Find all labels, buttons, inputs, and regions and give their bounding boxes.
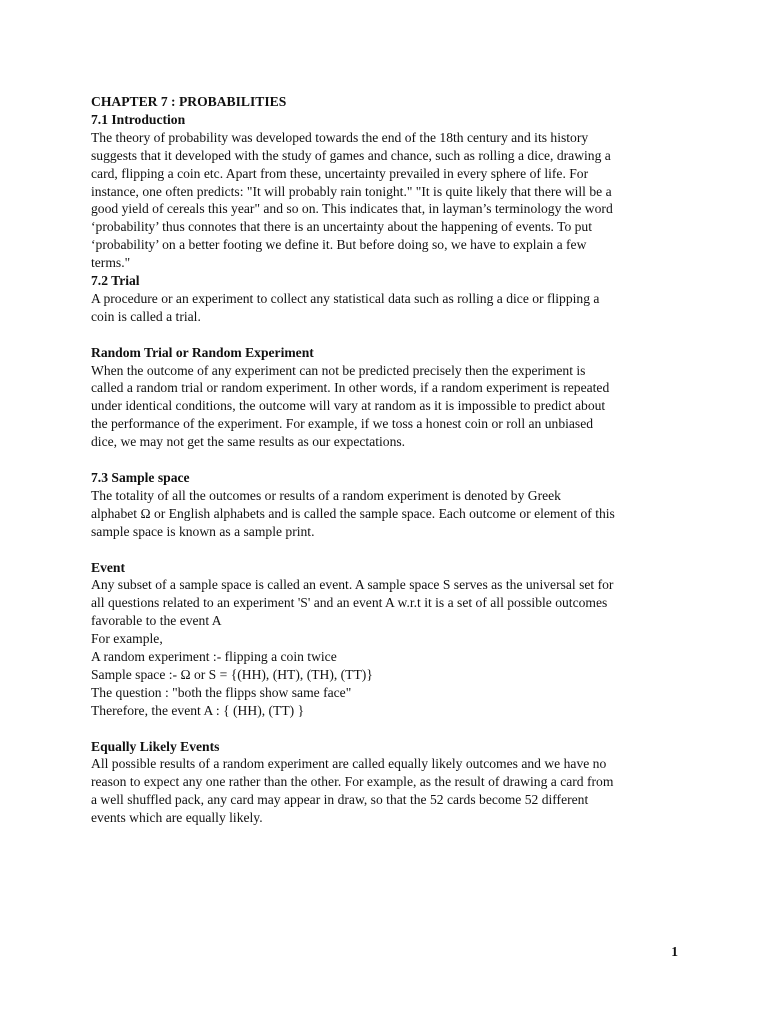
text-line: events which are equally likely. xyxy=(91,810,263,826)
paragraph-equally-likely xyxy=(91,755,681,827)
text-line: For example, xyxy=(91,631,163,647)
paragraph-event xyxy=(91,576,681,719)
section-heading-equally-likely: Equally Likely Events xyxy=(91,738,220,754)
text-line: a well shuffled pack, any card may appear in draw, so that the 52 cards become 52 different xyxy=(91,792,589,808)
section-heading-sample-space: 7.3 Sample space xyxy=(91,470,190,485)
document-page xyxy=(91,93,681,827)
text-line: all questions related to an experiment 'S' and an event A w.r.t it is a set of all possible outcomes xyxy=(91,595,608,611)
text-line: instance, one often predicts: "It will probably rain tonight." "It is quite likely that there will be a xyxy=(91,183,612,199)
text-line: terms." xyxy=(91,255,131,271)
spacer xyxy=(91,541,681,559)
section-heading-introduction: 7.1 Introduction xyxy=(91,111,186,127)
text-line: A random experiment :- flipping a coin twice xyxy=(91,649,337,665)
text-line: When the outcome of any experiment can not be predicted precisely then the experiment is xyxy=(91,362,586,378)
text-line: good yield of cereals this year" and so on. This indicates that, in layman’s terminology the word xyxy=(91,201,613,217)
text-line: card, flipping a coin etc. Apart from these, uncertainty prevailed in every sphere of life. For xyxy=(91,165,589,181)
text-line: alphabet Ω or English alphabets and is called the sample space. Each outcome or element of this xyxy=(91,505,615,521)
paragraph-introduction xyxy=(91,129,681,272)
text-line: The question : "both the flipps show same face" xyxy=(91,684,352,700)
text-line: under identical conditions, the outcome will vary at random as it is impossible to predict about xyxy=(91,398,606,414)
text-line: Therefore, the event A : { (HH), (TT) } xyxy=(91,702,305,718)
section-heading-random-trial: Random Trial or Random Experiment xyxy=(91,344,314,360)
text-line: dice, we may not get the same results as our expectations. xyxy=(91,434,406,450)
paragraph-sample-space xyxy=(91,487,681,541)
text-line: The totality of all the outcomes or results of a random experiment is denoted by Greek xyxy=(91,487,561,503)
spacer xyxy=(91,326,681,344)
text-line: suggests that it developed with the study of games and chance, such as rolling a dice, drawing a xyxy=(91,147,611,163)
text-line: Sample space :- Ω or S = {(HH), (HT), (TH), (TT)} xyxy=(91,666,373,682)
section-heading-event: Event xyxy=(91,559,125,575)
text-line: A procedure or an experiment to collect any statistical data such as rolling a dice or flipping a xyxy=(91,290,600,306)
text-line: All possible results of a random experiment are called equally likely outcomes and we have no xyxy=(91,756,607,772)
text-line: coin is called a trial. xyxy=(91,308,201,324)
text-line: favorable to the event A xyxy=(91,613,222,629)
spacer xyxy=(91,451,681,469)
chapter-title: CHAPTER 7 : PROBABILITIES xyxy=(91,94,287,109)
text-line: Any subset of a sample space is called an event. A sample space S serves as the universal set for xyxy=(91,577,614,593)
text-line: ‘probability’ thus connotes that there is an uncertainty about the happening of events. To put xyxy=(91,219,593,235)
text-line: The theory of probability was developed towards the end of the 18th century and its history xyxy=(91,129,589,145)
text-line: the performance of the experiment. For example, if we toss a honest coin or roll an unbiased xyxy=(91,416,594,432)
text-line: ‘probability’ on a better footing we define it. But before doing so, we have to explain a few xyxy=(91,237,587,253)
paragraph-random-trial xyxy=(91,362,681,452)
spacer xyxy=(91,720,681,738)
text-line: called a random trial or random experiment. In other words, if a random experiment is repeated xyxy=(91,380,610,396)
page-number: 1 xyxy=(671,944,678,959)
text-line: reason to expect any one rather than the other. For example, as the result of drawing a card from xyxy=(91,774,614,790)
text-line: sample space is known as a sample print. xyxy=(91,523,315,539)
paragraph-trial xyxy=(91,290,681,326)
section-heading-trial: 7.2 Trial xyxy=(91,273,140,289)
